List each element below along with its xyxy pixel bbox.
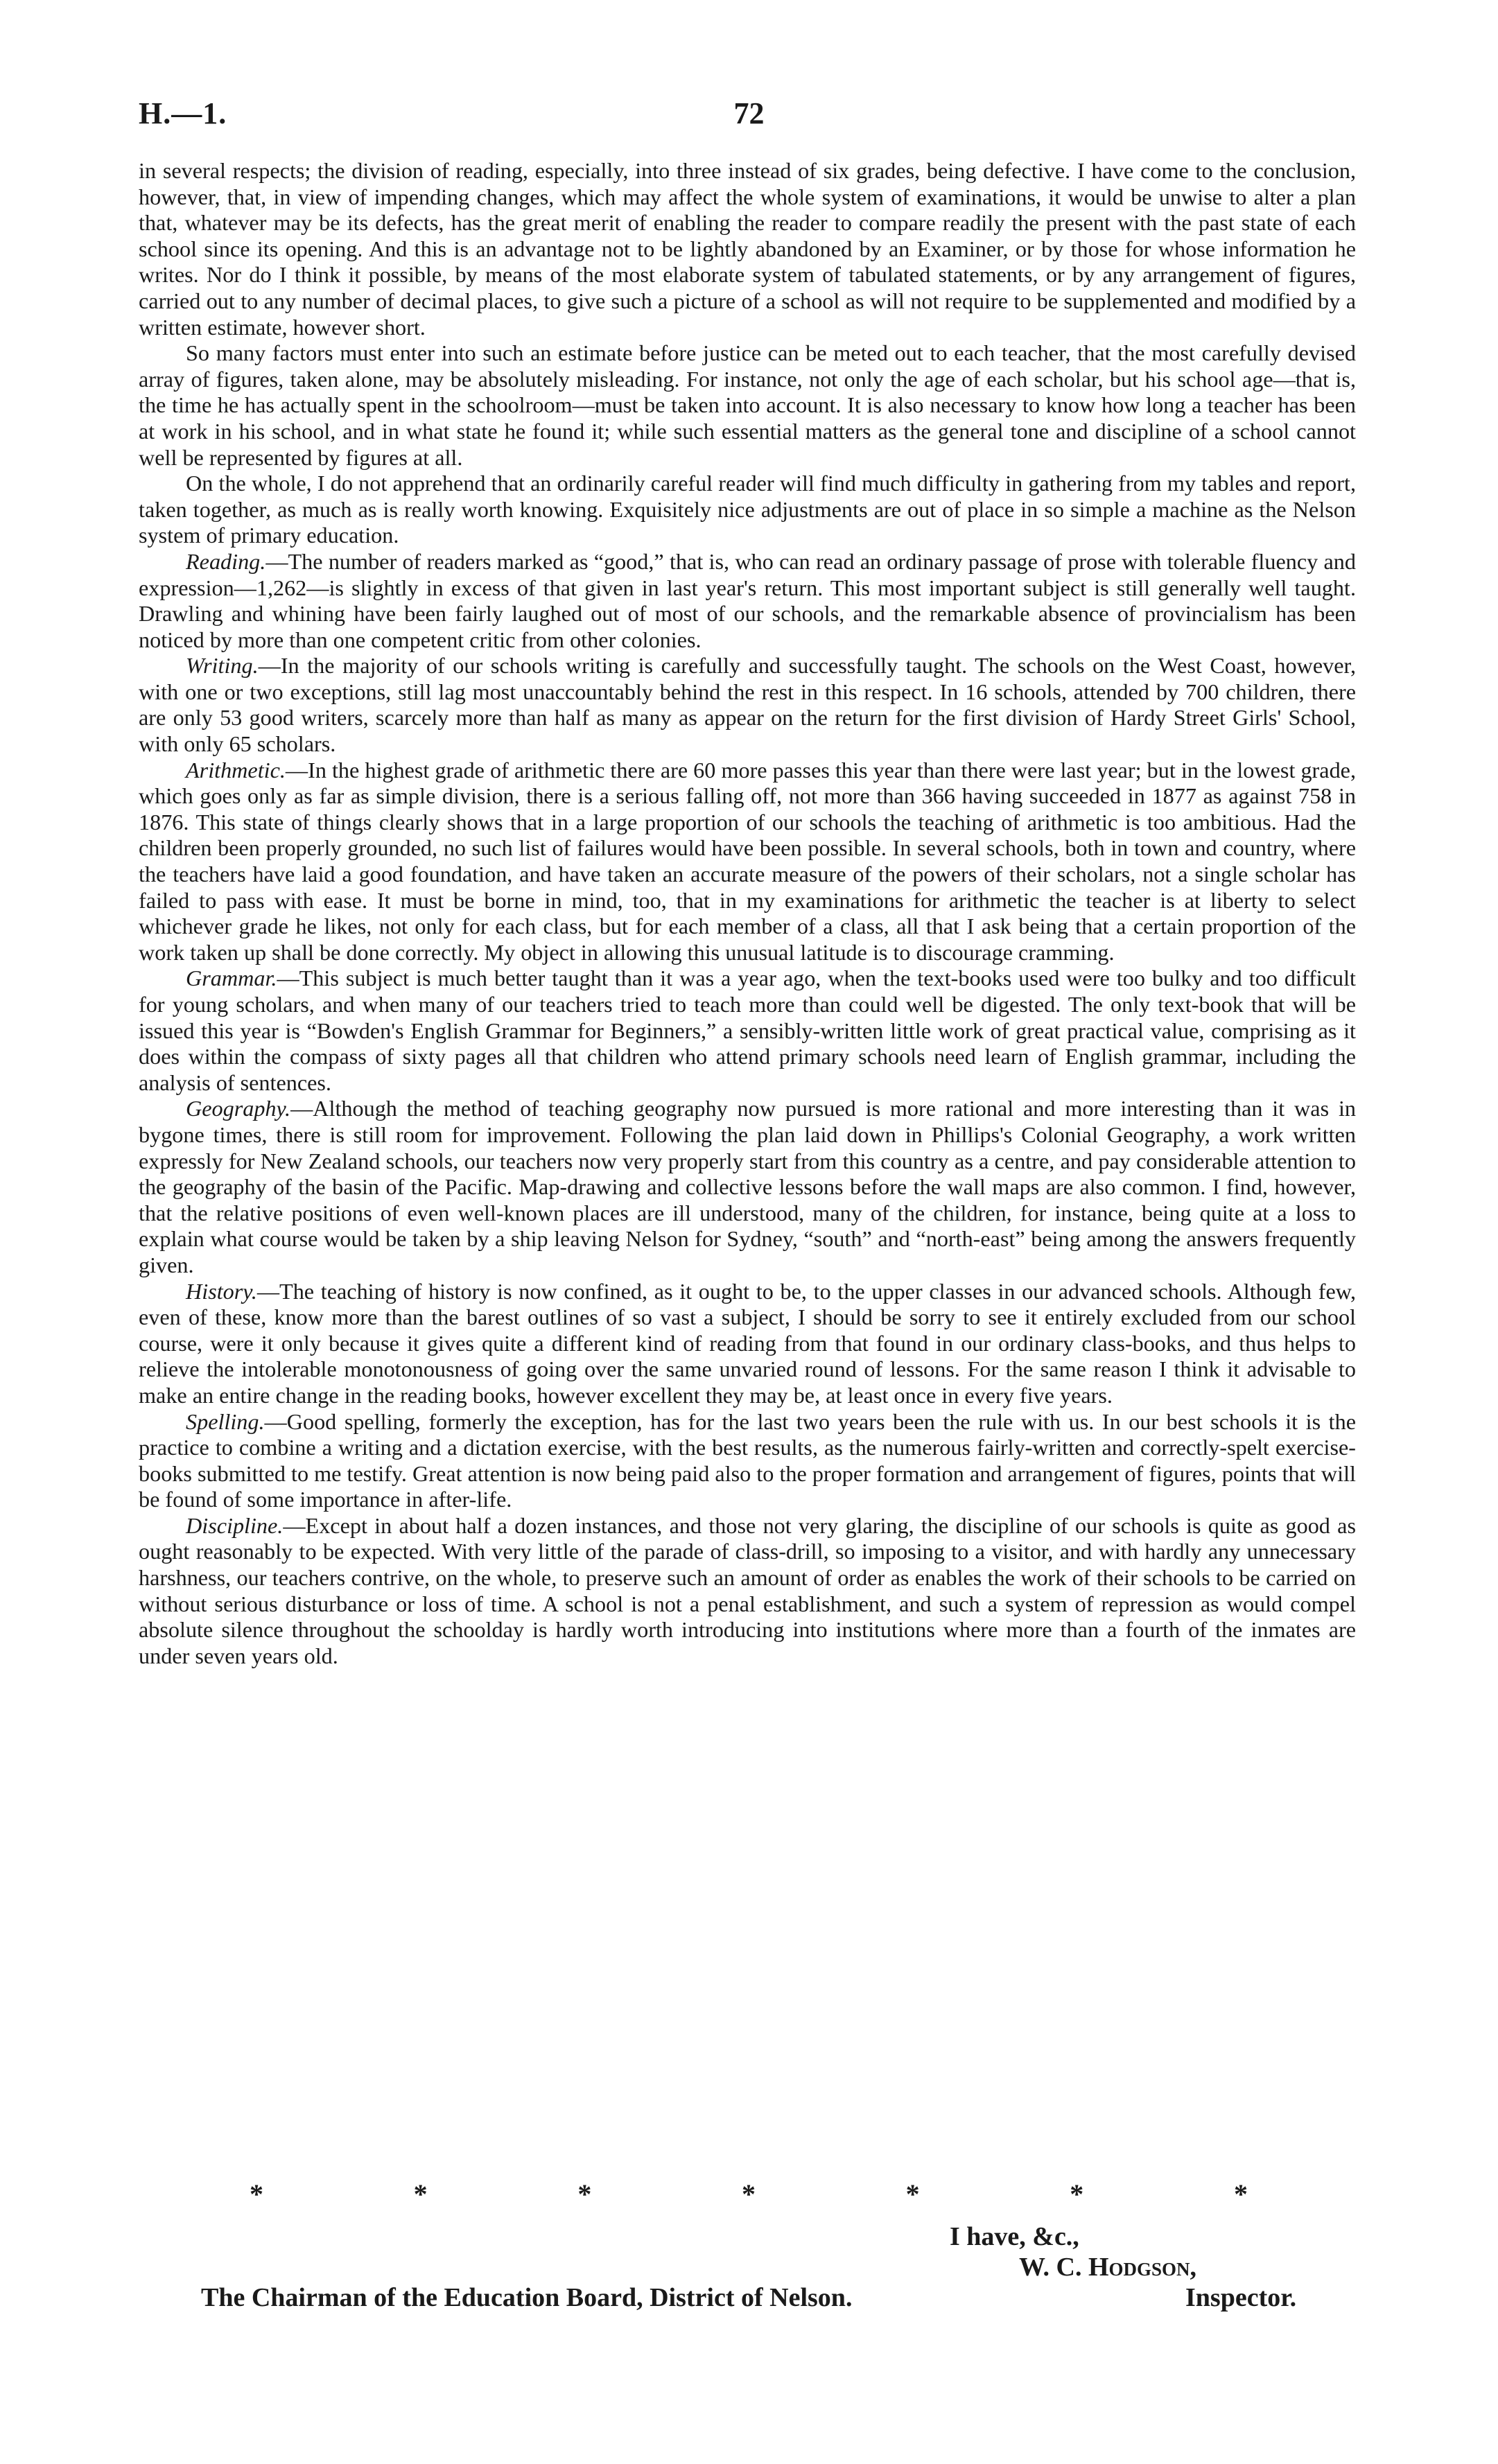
star-mark: * (250, 2178, 263, 2210)
star-mark: * (577, 2178, 592, 2210)
letter-closing (950, 2221, 1296, 2313)
paragraph (139, 340, 1356, 471)
star-mark: * (905, 2178, 920, 2210)
paragraph (139, 471, 1356, 549)
star-mark: * (741, 2178, 756, 2210)
signature: W. C. Hodgson, (1019, 2253, 1197, 2282)
paragraph-text: —Except in about half a dozen instances, and those not very glaring, the discipline of our schools is quite as good as ought reasonably to be expected. With very little of the parade of class-drill, so imposing to a visitor, and with hardly any unnecessary harshness, our teachers contrive, on the whole, to preserve such an amount of order as enables the work of their schools to be carried on without serious disturbance or loss of time. A school is not a penal establishment, and such a system of repression as would compel absolute silence throughout the schoolday is hardly worth introducing into institutions where more than a fourth of the inmates are under seven years old. (139, 1512, 1356, 1668)
paragraph-text: —Although the method of teaching geography now pursued is more rational and more interesting than it was in bygone times, there is still room for improvement. Following the plan laid down in Phillips's Colonial Geography, a work written expressly for New Zealand schools, our teachers now very properly start from this country as a centre, and pay considerable attention to the geography of the basin of the Pacific. Map-drawing and collective lessons before the wall maps are also common. I find, however, that the relative positions of even well-known places are ill understood, many of the children, for instance, being quite at a loss to explain what course would be taken by a ship leaving Nelson for Sydney, “south” and “north-east” being among the answers frequently given. (139, 1096, 1356, 1277)
paragraph (139, 1096, 1356, 1278)
star-mark: * (413, 2178, 428, 2210)
section-heading: Writing. (186, 653, 259, 679)
paragraph (139, 549, 1356, 653)
section-heading: Reading. (186, 548, 266, 574)
paragraph-text: So many factors must enter into such an estimate before justice can be meted out to each teacher, that the most carefully devised array of figures, taken alone, may be absolutely misleading. For instance, not only the age of each scholar, but his school age—that is, the time he has actually spent in the schoolroom—must be taken into account. It is also necessary to know how long a teacher has been at work in his school, and in what state he found it; while such essential matters as the general tone and discipline of a school cannot well be represented by figures at all. (139, 340, 1356, 470)
valediction: I have, &c., (950, 2222, 1079, 2251)
star-mark: * (1233, 2178, 1248, 2210)
section-break-stars (250, 2178, 1248, 2210)
section-heading: Spelling. (186, 1408, 265, 1434)
section-heading: Grammar. (186, 965, 277, 991)
paragraph (139, 965, 1356, 1096)
paragraph (139, 1409, 1356, 1513)
page-number: 72 (733, 96, 765, 130)
paragraph (139, 158, 1356, 340)
signatory-title: Inspector. (1185, 2283, 1297, 2312)
paragraph-text: On the whole, I do not apprehend that an ordinarily careful reader will find much difficulty in gathering from my tables and report, taken together, as much as is really worth knowing. Exquisitely nice adjustments are out of place in so simple a machine as the Nelson system of primary education. (139, 471, 1356, 548)
paragraph-text: —In the highest grade of arithmetic there are 60 more passes this year than there were last year; but in the lowest grade, which goes only as far as simple division, there is a serious falling off, not more than 366 having succeeded in 1877 as against 758 in 1876. This state of things clearly shows that in a large proportion of our schools the teaching of arithmetic is too ambitious. Had the children been properly grounded, no such list of failures would have been possible. In several schools, both in town and country, where the teachers have laid a good foundation, and have taken an accurate measure of the powers of their scholars, not a single scholar has failed to pass with ease. It must be borne in mind, too, that in my examinations for arithmetic the teacher is at liberty to select whichever grade he likes, not only for each class, but for each member of a class, all that I ask being that a certain proportion of the work taken up shall be done correctly. My object in allowing this unusual latitude is to discourage cramming. (139, 757, 1356, 965)
paragraph (139, 758, 1356, 966)
paragraph-text: —The number of readers marked as “good,” that is, who can read an ordinary passage of prose with tolerable fluency and expression—1,262—is slightly in excess of that given in last year's return. This most important subject is still generally well taught. Drawling and whining have been fairly laughed out of most of our schools, and the remarkable absence of provincialism has been noticed by more than one competent critic from other colonies. (139, 548, 1356, 652)
document-reference: H.—1. (139, 96, 227, 130)
page-header (139, 96, 1359, 137)
section-heading: Arithmetic. (186, 757, 286, 783)
star-mark: * (1070, 2178, 1084, 2210)
paragraph (139, 1279, 1356, 1409)
section-heading: History. (186, 1278, 257, 1304)
paragraph-text: —This subject is much better taught than it was a year ago, when the text-books used were too bulky and too difficult for young scholars, and when many of our teachers tried to teach more than could well be digested. The only text-book that will be issued this year is “Bowden's English Grammar for Beginners,” a sensibly-written little work of great practical value, comprising as it does within the compass of sixty pages all that children who attend primary schools need learn of English grammar, including the analysis of sentences. (139, 965, 1356, 1095)
paragraph-text: —In the majority of our schools writing is carefully and successfully taught. The schools on the West Coast, however, with one or two exceptions, still lag most unaccountably behind the rest in this respect. In 16 schools, attended by 700 children, there are only 53 good writers, scarcely more than half as many as appear on the return for the first division of Hardy Street Girls' School, with only 65 scholars. (139, 653, 1356, 757)
addressee: The Chairman of the Education Board, District of Nelson. (201, 2283, 853, 2312)
paragraph (139, 653, 1356, 757)
paragraph-text: —Good spelling, formerly the exception, has for the last two years been the rule with us. In our best schools it is the practice to combine a writing and a dictation exercise, with the best results, as the numerous fairly-written and correctly-spelt exercise-books submitted to me testify. Great attention is now being paid also to the proper formation and arrangement of figures, points that will be found of some importance in after-life. (139, 1408, 1356, 1512)
paragraph (139, 1513, 1356, 1670)
paragraph-text: —The teaching of history is now confined, as it ought to be, to the upper classes in our advanced schools. Although few, even of these, know more than the barest outlines of so vast a subject, I should be sorry to see it entirely excluded from our school course, were it only because it gives quite a different kind of reading from that found in our ordinary class-books, and thus helps to relieve the intolerable monotonousness of going over the same unvaried round of lessons. For the same reason I think it advisable to make an entire change in the reading books, however excellent they may be, at least once in every five years. (139, 1278, 1356, 1408)
section-heading: Geography. (186, 1096, 291, 1121)
section-heading: Discipline. (186, 1512, 284, 1538)
body-text (139, 158, 1356, 1669)
paragraph-text: in several respects; the division of reading, especially, into three instead of six grades, being defective. I have come to the conclusion, however, that, in view of impending changes, which may affect the whole system of examinations, it would be unwise to alter a plan that, whatever may be its defects, has the great merit of enabling the reader to compare readily the present with the past state of each school since its opening. And this is an advantage not to be lightly abandoned by an Examiner, or by those for whose information he writes. Nor do I think it possible, by means of the most elaborate system of tabulated statements, or by any arrangement of figures, carried out to any number of decimal places, to give such a picture of a school as will not require to be supplemented and modified by a written estimate, however short. (139, 158, 1356, 340)
